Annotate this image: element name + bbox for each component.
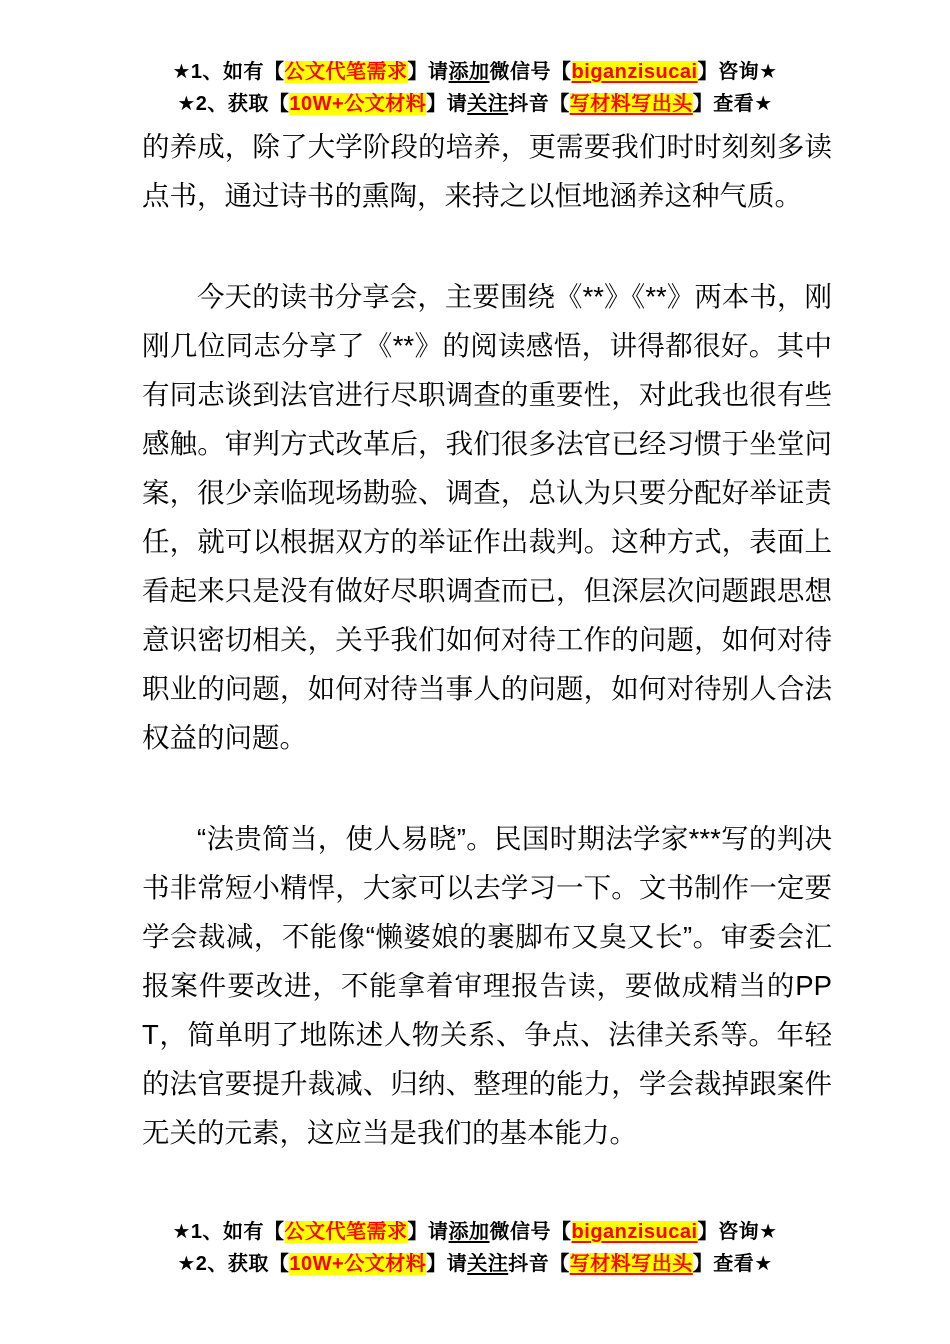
promo-segment: 】请: [407, 61, 449, 83]
promo-segment: biganzisucai: [571, 61, 698, 83]
promo-line-2: [0, 1248, 950, 1280]
promo-line-2: [0, 88, 950, 120]
promo-segment: 】查看★: [692, 1253, 773, 1275]
promo-segment: 】请: [426, 93, 468, 115]
promo-segment: 】请: [426, 1253, 468, 1275]
promo-banner-top: [0, 56, 950, 120]
document-body: [142, 122, 832, 1157]
promo-segment: 】咨询★: [697, 61, 778, 83]
paragraph: “法贵简当，使人易晓”。民国时期法学家***写的判决书非常短小精悍，大家可以去学习一下。文书制作一定要学会裁减，不能像“懒婆娘的裹脚布又臭又长”。审委会汇报案件要改进，不能拿着审理报告读，要做成精当的PPT，简单明了地陈述人物关系、争点、法律关系等。年轻的法官要提升裁减、归纳、整理的能力，学会裁掉跟案件无关的元素，这应当是我们的基本能力。: [142, 823, 832, 1148]
promo-segment: 微信号【: [489, 1221, 572, 1243]
promo-banner-bottom: [0, 1216, 950, 1280]
promo-segment: 抖音【: [508, 1253, 570, 1275]
promo-segment: 写材料写出头: [569, 93, 693, 115]
promo-segment: 添加: [448, 61, 490, 83]
promo-segment: ★2、获取【: [177, 1253, 290, 1275]
promo-segment: 公文代笔需求: [284, 61, 408, 83]
promo-segment: 微信号【: [489, 61, 572, 83]
paragraph: 的养成，除了大学阶段的培养，更需要我们时时刻刻多读点书，通过诗书的熏陶，来持之以恒地涵养这种气质。: [142, 131, 832, 211]
promo-segment: 】查看★: [692, 93, 773, 115]
promo-segment: 】请: [407, 1221, 449, 1243]
promo-line-1: [0, 56, 950, 88]
promo-segment: biganzisucai: [571, 1221, 698, 1243]
promo-segment: 10W+公文材料: [289, 1253, 427, 1275]
promo-segment: 写材料写出头: [569, 1253, 693, 1275]
promo-segment: 关注: [467, 1253, 509, 1275]
promo-segment: ★1、如有【: [172, 61, 285, 83]
promo-segment: ★1、如有【: [172, 1221, 285, 1243]
promo-segment: 添加: [448, 1221, 490, 1243]
promo-segment: 】咨询★: [697, 1221, 778, 1243]
promo-segment: ★2、获取【: [177, 93, 290, 115]
paragraph: 今天的读书分享会，主要围绕《**》《**》两本书，刚刚几位同志分享了《**》的阅读感悟，讲得都很好。其中有同志谈到法官进行尽职调查的重要性，对此我也很有些感触。审判方式改革后，我们很多法官已经习惯于坐堂问案，很少亲临现场勘验、调查，总认为只要分配好举证责任，就可以根据双方的举证作出裁判。这种方式，表面上看起来只是没有做好尽职调查而已，但深层次问题跟思想意识密切相关，关乎我们如何对待工作的问题，如何对待职业的问题，如何对待当事人的问题，如何对待别人合法权益的问题。: [142, 281, 832, 753]
promo-segment: 公文代笔需求: [284, 1221, 408, 1243]
promo-segment: 10W+公文材料: [289, 93, 427, 115]
promo-line-1: [0, 1216, 950, 1248]
promo-segment: 关注: [467, 93, 509, 115]
promo-segment: 抖音【: [508, 93, 570, 115]
